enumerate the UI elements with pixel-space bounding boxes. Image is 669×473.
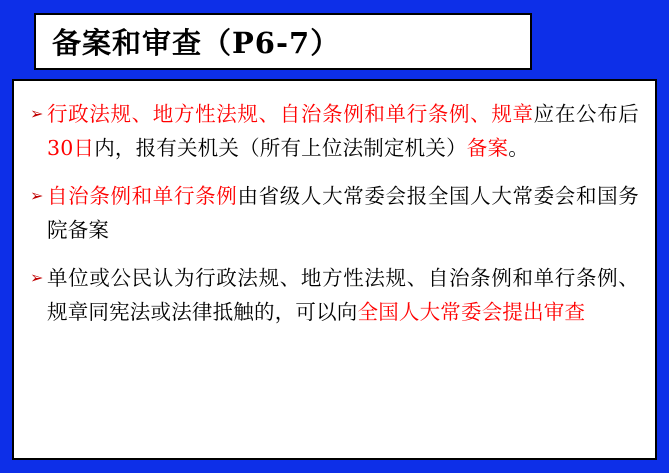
- slide-title-box: [34, 13, 532, 70]
- bullet-segment: 全国人大常委会提出审查: [357, 300, 586, 324]
- bullet-segment: 行政法规、地方性法规、自治条例和单行条例、规章: [47, 102, 534, 126]
- list-item: [30, 97, 639, 165]
- bullet-text: [47, 179, 639, 247]
- bullet-segment: 内，报有关机关（所有上位法制定机关）: [94, 136, 467, 160]
- bullet-segment: 。: [508, 136, 529, 160]
- bullet-text: [47, 261, 639, 329]
- list-item: [30, 179, 639, 247]
- bullet-arrow-icon: ➢: [30, 268, 44, 287]
- bullet-segment: 应在公布后: [533, 102, 639, 126]
- bullet-arrow-icon: ➢: [30, 104, 44, 123]
- bullet-segment: 30日: [47, 136, 95, 160]
- slide-content-box: [12, 79, 657, 460]
- bullet-segment: 由省级人大常委会报全国人大常委会和国务院备案: [47, 184, 639, 242]
- page-title: 备案和审查（P6-7）: [52, 26, 341, 60]
- bullet-arrow-icon: ➢: [30, 186, 44, 205]
- list-item: [30, 261, 639, 329]
- bullet-segment: 自治条例和单行条例: [47, 184, 238, 208]
- bullet-segment: 备案: [466, 136, 509, 160]
- bullet-segment: 单位或公民认为行政法规、地方性法规、自治条例和单行条例、规章同宪法或法律抵触的，可以向: [47, 266, 639, 324]
- bullet-text: [47, 97, 639, 165]
